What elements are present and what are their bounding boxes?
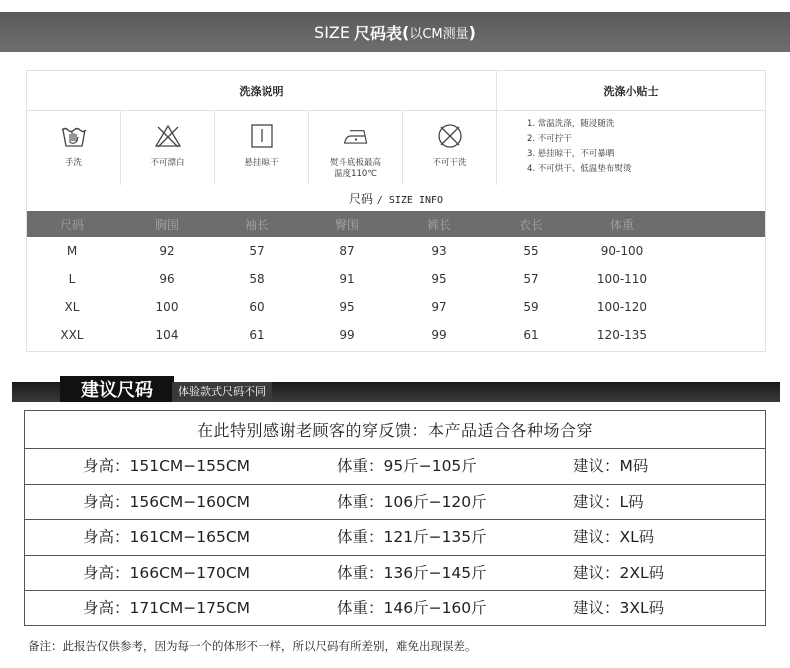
table-cell: 59 [523, 300, 539, 314]
suggested-size-cell: 建议：2XL码 [573, 563, 665, 582]
wash-item-iron [309, 111, 403, 185]
weight-cell: 体重：106斤−120斤 [337, 492, 487, 511]
table-cell: 60 [249, 300, 265, 314]
table-cell: 100-110 [596, 272, 648, 286]
size-info-title-cn: 尺码 [348, 192, 373, 206]
size-chart-banner [0, 12, 790, 52]
table-cell: L [68, 272, 76, 286]
column-header: 袖长 [244, 217, 269, 232]
column-header: 衣长 [518, 217, 543, 232]
table-cell: 95 [339, 300, 355, 314]
wash-header [27, 71, 765, 111]
wash-tips-title: 洗涤小贴士 [497, 71, 765, 111]
table-cell: 104 [155, 328, 179, 342]
table-cell: 57 [523, 272, 539, 286]
weight-cell: 体重：136斤−145斤 [337, 563, 487, 582]
table-cell: 120-135 [596, 328, 648, 342]
recommend-size-tag: 建议尺码 [60, 376, 174, 402]
size-table [27, 211, 765, 349]
table-row [27, 237, 765, 265]
table-cell: 93 [431, 244, 447, 258]
column-header: 裤长 [426, 217, 451, 232]
wash-item-no-bleach [121, 111, 215, 185]
wash-tip: 3. 悬挂晾干，不可暴晒 [527, 149, 615, 159]
wash-icons-row [27, 111, 765, 185]
hang-dry-icon [247, 121, 277, 151]
wash-instructions-title: 洗涤说明 [27, 71, 497, 111]
column-header: 体重 [609, 217, 634, 232]
table-cell: 92 [159, 244, 175, 258]
table-cell: 57 [249, 244, 265, 258]
height-cell: 身高：151CM−155CM [83, 457, 251, 475]
no-bleach-icon [153, 121, 183, 151]
wash-tip: 2. 不可拧干 [527, 134, 572, 144]
weight-cell: 体重：121斤−135斤 [337, 528, 487, 546]
recommend-table-title: 在此特别感谢老顾客的穿反馈：本产品适合各种场合穿 [25, 411, 765, 449]
table-cell: 61 [523, 328, 539, 342]
recommend-size-subtitle: 体验款式尺码不同 [172, 382, 272, 402]
table-cell: 90-100 [600, 244, 644, 258]
size-info-title [27, 187, 765, 211]
table-row [27, 265, 765, 293]
hand-wash-icon [59, 121, 89, 151]
table-cell: 100-120 [596, 300, 648, 314]
table-cell: 61 [249, 328, 265, 342]
wash-label: 不可漂白 [150, 158, 185, 168]
care-and-size-panel [26, 70, 766, 352]
recommend-table [24, 410, 766, 626]
table-cell: 99 [431, 328, 447, 342]
recommend-size-header [12, 376, 780, 402]
weight-cell: 体重：95斤−105斤 [337, 457, 477, 475]
suggested-size-cell: 建议：3XL码 [573, 599, 665, 617]
wash-label: 不可干洗 [432, 158, 467, 168]
table-cell: 91 [339, 272, 355, 286]
suggested-size-cell: 建议：L码 [573, 492, 644, 511]
table-cell: XXL [60, 328, 84, 342]
size-info-title-en: / SIZE INFO [376, 195, 444, 206]
suggested-size-cell: 建议：XL码 [573, 528, 655, 546]
table-cell: XL [64, 300, 80, 314]
iron-icon [341, 121, 371, 151]
disclaimer-note: 备注：此报告仅供参考，因为每一个的体形不一样，所以尺码有所差别，难免出现误差。 [28, 639, 477, 653]
wash-item-hang-dry [215, 111, 309, 185]
column-header: 臀围 [334, 217, 359, 232]
size-table-header [27, 211, 765, 237]
table-row [27, 321, 765, 349]
table-row [25, 556, 765, 592]
wash-tip: 1. 常温洗涤，随浸随洗 [527, 119, 615, 129]
table-row [25, 520, 765, 556]
table-cell: 55 [523, 244, 539, 258]
height-cell: 身高：156CM−160CM [83, 492, 251, 511]
suggested-size-cell: 建议：M码 [573, 457, 649, 475]
height-cell: 身高：166CM−170CM [83, 563, 251, 582]
wash-tips-list [497, 111, 765, 185]
table-cell: 97 [431, 300, 447, 314]
banner-paren-open: ( [402, 22, 410, 42]
wash-label: 手洗 [64, 158, 82, 168]
wash-tip: 4. 不可烘干、低温垫布熨烫 [527, 164, 632, 174]
table-row [25, 449, 765, 485]
wash-label: 悬挂晾干 [244, 158, 279, 168]
column-header: 尺码 [59, 217, 84, 232]
table-cell: M [66, 244, 78, 258]
no-dry-clean-icon [435, 121, 465, 151]
height-cell: 身高：171CM−175CM [83, 599, 251, 617]
table-cell: 100 [155, 300, 179, 314]
table-cell: 96 [159, 272, 175, 286]
banner-size: SIZE [314, 22, 350, 42]
table-cell: 95 [431, 272, 447, 286]
table-row [25, 485, 765, 521]
wash-item-no-dry-clean [403, 111, 497, 185]
table-cell: 58 [249, 272, 265, 286]
wash-label-line2: 温度110℃ [334, 169, 377, 179]
weight-cell: 体重：146斤−160斤 [337, 599, 487, 617]
banner-title: 尺码表 [354, 23, 403, 43]
table-row [25, 591, 765, 627]
table-row [27, 293, 765, 321]
table-cell: 87 [339, 244, 355, 258]
table-cell: 99 [339, 328, 355, 342]
banner-paren-close: ) [468, 22, 476, 42]
column-header: 胸围 [154, 217, 179, 232]
wash-item-hand-wash [27, 111, 121, 185]
banner-subtitle: 以CM测量 [409, 26, 469, 42]
height-cell: 身高：161CM−165CM [83, 528, 251, 546]
wash-label: 熨斗底板最高 [329, 158, 381, 168]
